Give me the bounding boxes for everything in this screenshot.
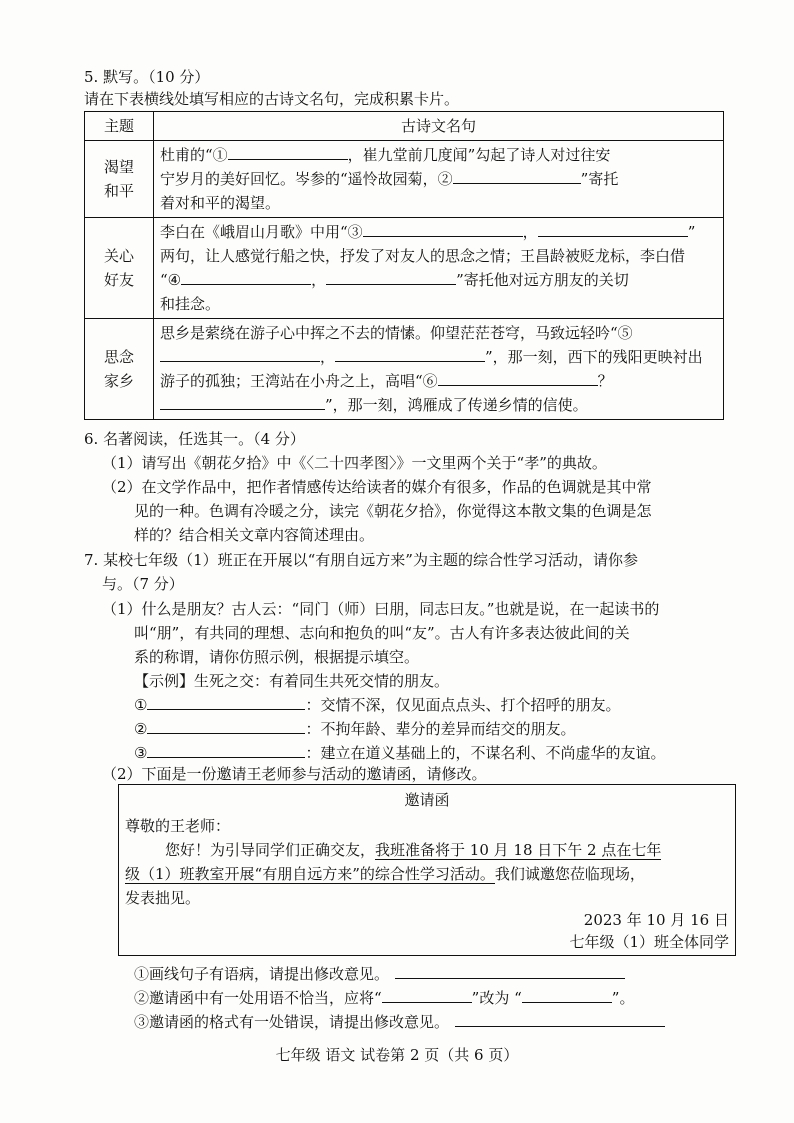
blank-2[interactable] (453, 168, 581, 184)
letter-signature: 七年级（1）班全体同学 (569, 933, 729, 951)
poem-cell: 李白在《峨眉山月歌》中用“③ ， ” 两句，让人感觉行船之快，抒发了对友人的思念之情；王昌龄被贬龙标，李白借 “④ ， ”寄托他对远方朋友的关切 和挂念。 (154, 218, 724, 319)
col-theme-header: 主题 (85, 112, 154, 141)
page-footer: 七年级 语文 试卷第 2 页（共 6 页） (275, 1046, 519, 1064)
col-poem-header: 古诗文名句 (154, 112, 724, 141)
answer-blank-b2[interactable] (522, 987, 612, 1003)
term-blank-3[interactable] (147, 742, 305, 758)
q5-intro: 请在下表横线处填写相应的古诗文名句，完成积累卡片。 (84, 90, 460, 108)
term-blank-2[interactable] (147, 718, 305, 734)
blank-6a[interactable] (438, 370, 598, 386)
blank-1[interactable] (228, 144, 348, 160)
blank-3b[interactable] (538, 221, 688, 237)
term-blank-1[interactable] (147, 694, 305, 710)
answer-blank-a[interactable] (395, 963, 625, 979)
table-row (85, 141, 724, 218)
underlined-sentence-part2: 级（1）班教室开展“有朋自远方来”的综合性学习活动。 (125, 865, 495, 883)
q6-part1: （1）请写出《朝花夕拾》中《〈二十四孝图〉》一文里两个关于“孝”的典故。 (102, 454, 607, 472)
answer-blank-c[interactable] (455, 1011, 665, 1027)
table-row (85, 218, 724, 319)
theme-cell: 关心 好友 (85, 218, 154, 319)
accumulation-card-table (84, 111, 724, 420)
q7-heading-line1: 7. 某校七年级（1）班正在开展以“有朋自远方来”为主题的综合性学习活动，请你参 (84, 551, 638, 569)
q7-part2: （2）下面是一份邀请王老师参与活动的邀请函，请修改。 (102, 765, 487, 783)
q7-part1-line3: 系的称谓，请你仿照示例，根据提示填空。 (134, 648, 420, 666)
q7-sub-a: ①画线句子有语病，请提出修改意见。 (134, 963, 625, 985)
q7-blank-row-1: ① ：交情不深，仅见面点点头、打个招呼的朋友。 (134, 696, 621, 714)
letter-body-line1: 您好！为引导同学们正确交友，我班准备将于 10 月 18 日下午 2 点在七年 (165, 841, 662, 859)
letter-salutation: 尊敬的王老师： (125, 817, 231, 835)
theme-cell: 思念 家乡 (85, 319, 154, 420)
underlined-sentence-part1: 我班准备将于 10 月 18 日下午 2 点在七年 (375, 841, 662, 859)
q7-blank-row-2: ② ：不拘年龄、辈分的差异而结交的朋友。 (134, 720, 576, 738)
q7-blank-row-3: ③ ：建立在道义基础上的，不谋名利、不尚虚华的友谊。 (134, 744, 666, 762)
q7-heading-line2: 与。（7 分） (102, 575, 184, 593)
invitation-letter-box (118, 784, 736, 956)
q6-part2-line1: （2）在文学作品中，把作者情感传达给读者的媒介有很多，作品的色调就是其中常 (102, 478, 652, 496)
letter-title: 邀请函 (404, 791, 450, 809)
blank-5b[interactable] (335, 346, 485, 362)
q7-example: 【示例】生死之交：有着同生共死交情的朋友。 (134, 672, 450, 690)
letter-date: 2023 年 10 月 16 日 (583, 911, 729, 929)
q6-heading: 6. 名著阅读，任选其一。（4 分） (84, 430, 305, 448)
q7-sub-b: ②邀请函中有一处用语不恰当，应将“ ”改为 “ ”。 (134, 989, 635, 1007)
blank-5a[interactable] (160, 346, 320, 362)
blank-4a[interactable] (181, 269, 311, 285)
blank-6b[interactable] (160, 394, 325, 410)
blank-4b[interactable] (326, 269, 456, 285)
q6-part2-line2: 见的一种。色调有冷暖之分，读完《朝花夕拾》，你觉得这本散文集的色调是怎 (134, 502, 652, 520)
q5-heading: 5. 默写。（10 分） (84, 68, 210, 86)
blank-3a[interactable] (363, 221, 523, 237)
q6-part2-line3: 样的？结合相关文章内容简述理由。 (134, 526, 375, 544)
poem-cell: 杜甫的“① ，崔九堂前几度闻”勾起了诗人对过往安 宁岁月的美好回忆。岑参的“遥怜故园菊，② ”寄托 着对和平的渴望。 (154, 141, 724, 218)
letter-body-line2: 级（1）班教室开展“有朋自远方来”的综合性学习活动。我们诚邀您莅临现场， (125, 865, 645, 883)
q7-sub-c: ③邀请函的格式有一处错误，请提出修改意见。 (134, 1011, 665, 1033)
letter-body-line3: 发表拙见。 (125, 889, 201, 907)
q7-part1-line1: （1）什么是朋友？古人云：“同门（师）曰朋，同志曰友。”也就是说，在一起读书的 (102, 600, 660, 618)
q7-part1-line2: 叫“朋”，有共同的理想、志向和抱负的叫“友”。古人有许多表达彼此间的关 (134, 624, 630, 642)
answer-blank-b1[interactable] (382, 987, 472, 1003)
table-row (85, 319, 724, 420)
theme-cell: 渴望 和平 (85, 141, 154, 218)
poem-cell: 思乡是萦绕在游子心中挥之不去的情愫。仰望茫茫苍穹，马致远轻吟“⑤ ， ”，那一刻，西下的残阳更映衬出 游子的孤独；王湾站在小舟之上，高唱“⑥ ？ ”，那一刻，鸿雁成了传递乡情的信使。 (154, 319, 724, 420)
